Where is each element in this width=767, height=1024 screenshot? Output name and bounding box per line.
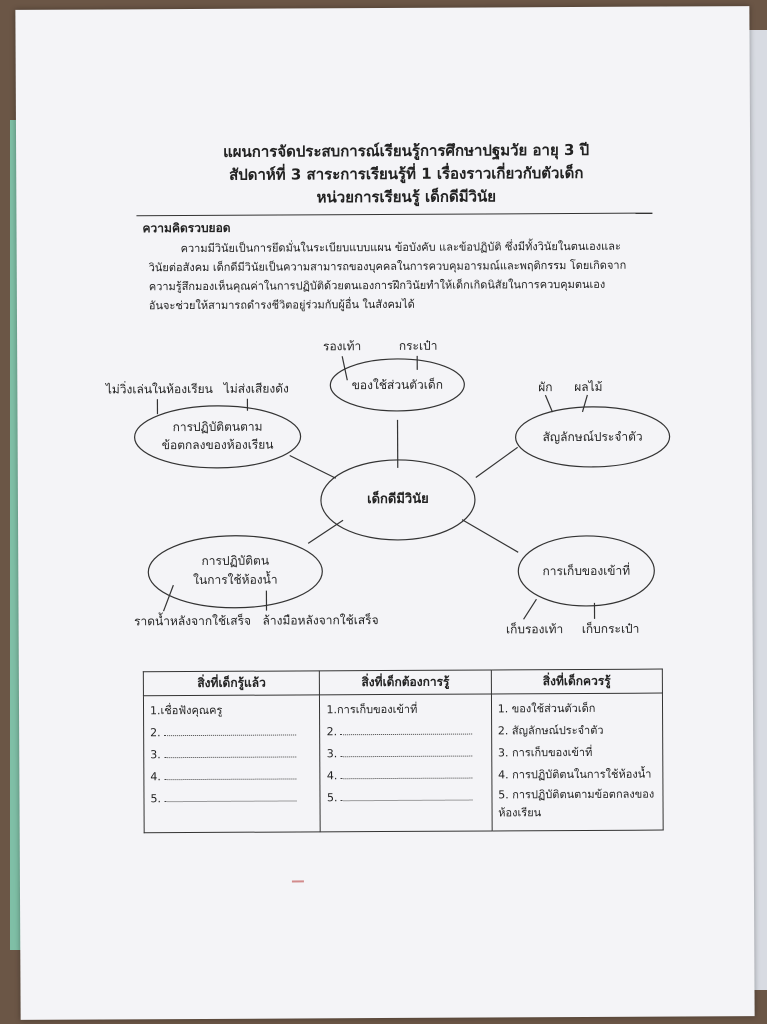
leaf-store-bag: เก็บกระเป๋า xyxy=(581,621,640,636)
table-header-row xyxy=(143,669,662,696)
concept-line-3: ความรู้สึกมองเห็นคุณค่าในการปฏิบัติด้วยตนเองการฝึกวินัยทำให้เด็กเกิดนิสัยในการควบคุมตนเอง xyxy=(148,277,606,294)
title-line-1: แผนการจัดประสบการณ์เรียนรู้การศึกษาปฐมวัย อายุ 3 ปี xyxy=(223,140,590,161)
leaf-bag: กระเป๋า xyxy=(398,338,438,353)
want-item-1: 1.การเก็บของเข้าที่ xyxy=(326,702,418,717)
node-toilet-label-1: การปฏิบัติตน xyxy=(201,553,270,568)
node-personal-label: ของใช้ส่วนตัวเด็ก xyxy=(351,377,443,393)
node-classroom-label-1: การปฏิบัติตนตาม xyxy=(172,419,263,435)
header-should: สิ่งที่เด็กควรรู้ xyxy=(491,669,662,694)
want-item-2: 2. xyxy=(327,720,485,743)
node-toilet-label-2: ในการใช้ห้องน้ำ xyxy=(193,572,278,588)
concept-line-1: ความมีวินัยเป็นการยึดมั่นในระเบียบแบบแผน ข้อบังคับ และข้อปฏิบัติ ซึ่งมีทั้งวินัยในตนเองและ xyxy=(180,239,621,256)
leaf-vegetable: ผัก xyxy=(538,380,553,395)
leaf-handwash: ล้างมือหลังจากใช้เสร็จ xyxy=(262,613,379,628)
leaf-flush: ราดน้ำหลังจากใช้เสร็จ xyxy=(134,613,252,629)
header-known: สิ่งที่เด็กรู้แล้ว xyxy=(143,671,320,696)
should-item-5: 5. การปฏิบัติตนตามข้อตกลงของห้องเรียน xyxy=(498,787,655,820)
should-item-1: 1. ของใช้ส่วนตัวเด็ก xyxy=(497,701,596,716)
connector-symbol xyxy=(476,447,518,477)
title-line-2: สัปดาห์ที่ 3 สาระการเรียนรู้ที่ 1 เรื่องราวเกี่ยวกับตัวเด็ก xyxy=(228,163,584,184)
leaf-store-shoes: เก็บรองเท้า xyxy=(505,622,564,637)
node-center-label: เด็กดีมีวินัย xyxy=(367,491,429,508)
leaf-no-noise: ไม่ส่งเสียงดัง xyxy=(223,381,289,396)
table-row xyxy=(143,693,663,833)
want-item-5: 5. xyxy=(327,786,485,809)
should-item-2: 2. สัญลักษณ์ประจำตัว xyxy=(497,723,604,738)
header-want: สิ่งที่เด็กต้องการรู้ xyxy=(320,670,491,695)
cell-should xyxy=(491,693,663,831)
cell-want xyxy=(320,694,492,832)
known-item-4: 4. xyxy=(150,765,314,788)
leaf-no-running: ไม่วิ่งเล่นในห้องเรียน xyxy=(105,381,213,397)
should-item-4: 4. การปฏิบัติตนในการใช้ห้องน้ำ xyxy=(498,767,652,782)
cell-known xyxy=(143,695,320,833)
leaf-connector-fruit xyxy=(582,395,587,412)
leaf-connector-store-shoes xyxy=(523,599,536,619)
connector-classroom xyxy=(290,455,336,478)
concept-heading: ความคิดรวบยอด xyxy=(142,220,231,236)
want-item-3: 3. xyxy=(327,742,485,765)
should-item-3: 3. การเก็บของเข้าที่ xyxy=(497,745,593,760)
document-page xyxy=(15,6,754,1020)
node-symbol-label: สัญลักษณ์ประจำตัว xyxy=(542,429,643,445)
known-item-3: 3. xyxy=(150,743,314,766)
connector-storage xyxy=(462,519,518,552)
known-item-5: 5. xyxy=(150,787,314,810)
ink-smudge xyxy=(292,880,304,882)
concept-line-4: อันจะช่วยให้สามารถดำรงชีวิตอยู่ร่วมกับผู้อื่น ในสังคมได้ xyxy=(148,297,415,313)
leaf-fruit: ผลไม้ xyxy=(574,379,603,395)
known-item-1: 1.เชื่อฟังคุณครู xyxy=(149,703,223,718)
leaf-connector-vegetable xyxy=(545,395,552,412)
kwl-table xyxy=(143,669,664,834)
leaf-shoes: รองเท้า xyxy=(322,339,362,354)
title-line-3: หน่วยการเรียนรู้ เด็กดีมีวินัย xyxy=(316,187,497,207)
node-storage-label: การเก็บของเข้าที่ xyxy=(542,563,631,579)
node-classroom-label-2: ข้อตกลงของห้องเรียน xyxy=(161,437,274,453)
connector-toilet xyxy=(308,520,343,543)
concept-line-2: วินัยต่อสังคม เด็กดีมีวินัยเป็นความสามารถของบุคคลในการควบคุมอารมณ์และพฤติกรรม โดยเกิดจาก xyxy=(148,258,627,275)
known-item-2: 2. xyxy=(150,721,314,744)
want-item-4: 4. xyxy=(327,764,485,787)
